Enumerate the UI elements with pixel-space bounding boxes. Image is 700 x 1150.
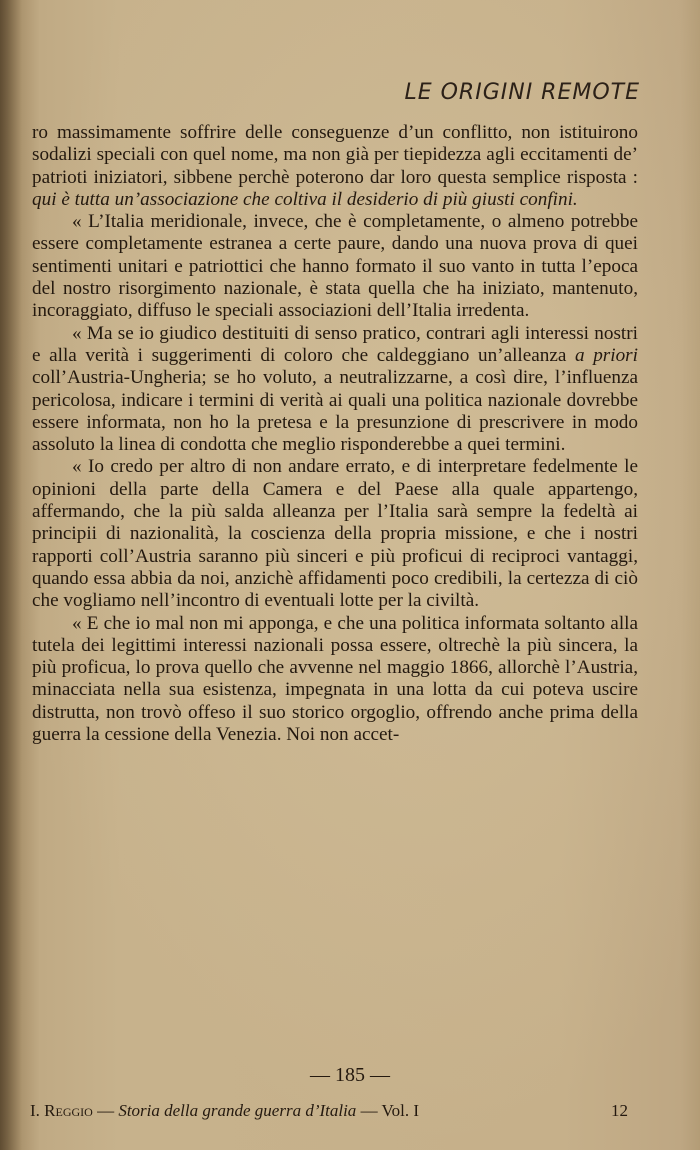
footer-signature: 12: [611, 1101, 628, 1120]
paragraph-1: [32, 122, 638, 211]
paragraph-1-italic: qui è tutta un’associazione che coltiva il desiderio di più giusti confini.: [32, 188, 578, 210]
paragraph-3: [32, 323, 638, 457]
paragraph-2: [32, 211, 638, 322]
footer-separator-2: —: [356, 1101, 382, 1120]
binding-gutter-shadow: [0, 0, 22, 1150]
paragraph-3-text-b: coll’Austria-Ungheria; se ho voluto, a neutralizzarne, a così dire, l’influenza pericolosa, indicare i termini di verità ai quali una politica nazionale dovrebbe essere informata, non ho la pretesa e la presunzione di prescrivere in modo assoluto la linea di condotta che meglio risponderebbe a quei termini.: [32, 367, 638, 456]
page-number: — 185 —: [310, 1064, 390, 1086]
paragraph-3-text-a: « Ma se io giudico destituiti di senso pratico, contrari agli interessi nostri e alla verità i suggerimenti di coloro che caldeggiano un’alleanza: [32, 322, 638, 366]
paragraph-5-text: « E che io mal non mi apponga, e che una politica informata soltanto alla tutela dei legittimi interessi nazionali possa essere, oltrechè la più sincera, la più proficua, lo prova quello che avvenne nel maggio 1866, allorchè l’Austria, minacciata nella sua esistenza, impegnata in una lotta da cui poteva uscire distrutta, non trovò offeso il suo storico orgoglio, offrendo anche prima della guerra la cessione della Venezia. Noi non accet-: [32, 612, 638, 746]
paragraph-1-text: ro massimamente soffrire delle conseguenze d’un conflitto, non istituirono sodalizi speciali con quel nome, ma non già per tiepidezza agli eccitamenti de’ patrioti iniziatori, sibbene perchè poterono dar loro questa semplice risposta :: [32, 122, 638, 188]
body-text: [32, 122, 638, 746]
paragraph-5: [32, 613, 638, 747]
paragraph-3-italic: a priori: [575, 344, 638, 366]
page-footer: [30, 1101, 628, 1121]
paragraph-2-text: « L’Italia meridionale, invece, che è completamente, o almeno potrebbe essere completamente estranea a certe paure, dando una nuova prova di quei sentimenti unitari e patriottici che hanno formato il suo vanto in tutta l’epoca del nostro risorgimento nazionale, è stata quella che ha iniziato, mantenuto, incoraggiato, diffuso le speciali associazioni dell’Italia irredenta.: [32, 211, 638, 322]
footer-separator-1: —: [92, 1101, 119, 1120]
paragraph-4-text: « Io credo per altro di non andare errato, e di interpretare fedelmente le opinioni della parte della Camera e del Paese alla quale appartengo, affermando, che la più salda alleanza per l’Italia sarà sempre la fedeltà ai principii di nazionalità, la coscienza della propria missione, e che i nostri rapporti coll’Austria saranno più sinceri e più proficui di reciproci vantaggi, quando essa abbia da noi, anzichè affidamenti poco credibili, la certezza di ciò che vogliamo nell’incontro di eventuali lotte per la civiltà.: [32, 456, 638, 612]
paragraph-4: [32, 456, 638, 612]
footer-title: Storia della grande guerra d’Italia: [118, 1101, 357, 1120]
running-head: LE ORIGINI REMOTE: [404, 80, 640, 105]
footer-volume: Vol. I: [381, 1101, 419, 1120]
footer-author: I. Reggio: [30, 1101, 93, 1120]
